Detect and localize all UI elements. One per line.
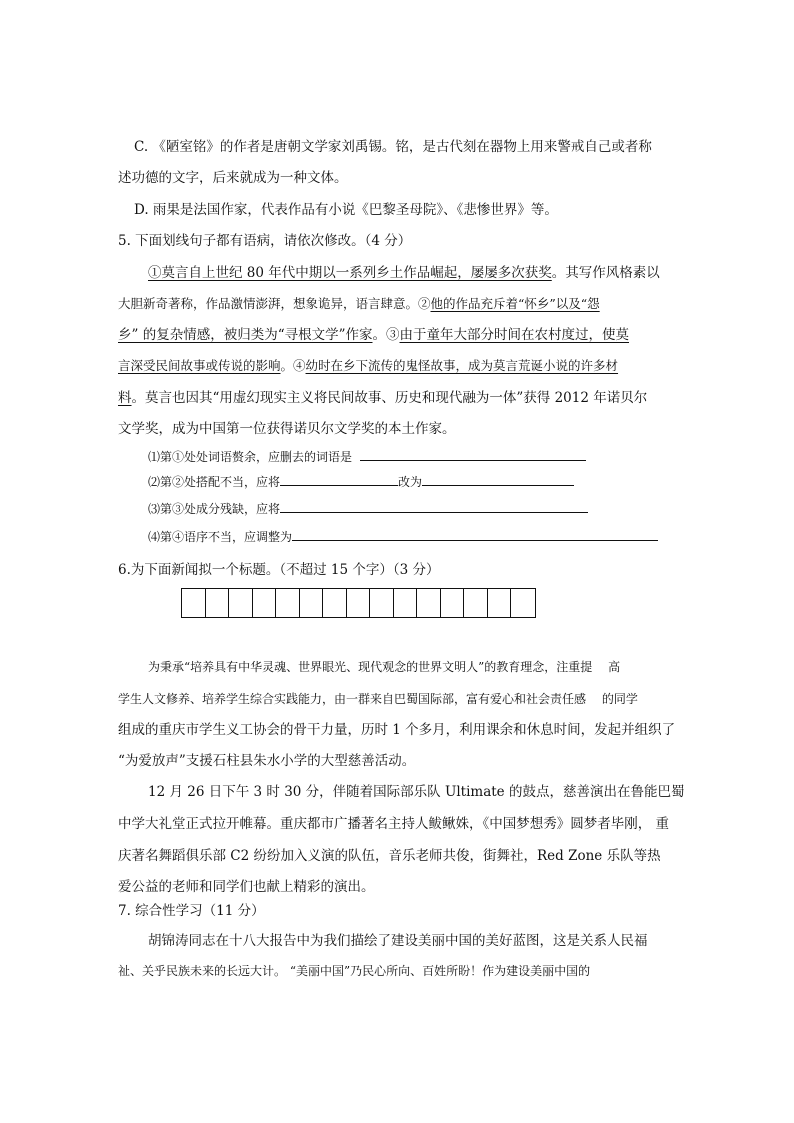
news-line-3: 组成的重庆市学生义工协会的骨干力量，历时 1 个多月，利用课余和休息时间，发起并组织了 [118, 722, 676, 738]
option-c-line-1: C. 《陋室铭》的作者是唐朝文学家刘禹锡。铭，是古代刻在器物上用来警戒自己或者称 [134, 139, 652, 155]
passage-text: 。③ [372, 327, 400, 343]
title-char-box[interactable] [441, 589, 465, 617]
q7-line-1: 胡锦涛同志在十八大报告中为我们描绘了建设美丽中国的美好蓝图，这是关系人民福 [148, 933, 648, 949]
q5-passage-line-5 [118, 389, 647, 407]
q5-passage-line-2 [118, 295, 600, 313]
news-line-5: 12 月 26 日下午 3 时 30 分，伴随着国际部乐队 Ultimate 的鼓点，慈善演出在鲁能巴蜀 [148, 784, 685, 800]
sub-question-text: ⑴第①处处词语赘余，应删去的词语是 [148, 450, 353, 464]
title-char-box[interactable] [511, 589, 535, 617]
title-char-box[interactable] [182, 589, 206, 617]
passage-text: 。④ [280, 358, 306, 373]
q5-passage-line-4 [118, 357, 618, 375]
underlined-sentence-1: ①莫言自上世纪 80 年代中期以一系列乡土作品崛起，屡屡多次获奖 [148, 265, 552, 281]
news-line-2: 学生人文修养、培养学生综合实践能力，由一群来自巴蜀国际部，富有爱心和社会责任感 的同学 [118, 692, 638, 706]
option-d: D. 雨果是法国作家，代表作品有小说《巴黎圣母院》、《悲惨世界》等。 [134, 202, 558, 218]
q5-passage-line-1 [148, 264, 660, 282]
underlined-sentence-2-cont: 乡” 的复杂情感，被归类为“寻根文学”作家 [118, 327, 373, 343]
q5-passage-line-3 [118, 326, 629, 344]
q5-sub-4 [148, 528, 658, 546]
underlined-sentence-3-cont: 言深受民间故事或传说的影响 [118, 358, 281, 373]
answer-blank-3[interactable] [280, 500, 588, 513]
q5-passage-line-6: 文学奖，成为中国第一位获得诺贝尔文学奖的本土作家。 [118, 421, 456, 437]
passage-text: 大胆新奇著称，作品激情澎湃，想象诡异，语言肆意。② [118, 296, 431, 311]
sub-question-text: ⑷第④语序不当，应调整为 [148, 530, 293, 544]
title-answer-boxes [181, 588, 536, 618]
q7-heading: 7. 综合性学习（11 分） [118, 903, 265, 919]
answer-blank-4[interactable] [292, 528, 658, 541]
underlined-sentence-4-cont: 料 [118, 390, 132, 406]
answer-blank-2b[interactable] [422, 473, 574, 486]
title-char-box[interactable] [394, 589, 418, 617]
q6-heading: 6.为下面新闻拟一个标题。（不超过 15 个字）（3 分） [118, 562, 440, 578]
title-char-box[interactable] [464, 589, 488, 617]
answer-blank-2a[interactable] [280, 473, 398, 486]
sub-question-text: ⑵第②处搭配不当，应将 [148, 475, 281, 489]
passage-text: 。其写作风格素以 [551, 265, 660, 281]
title-char-box[interactable] [276, 589, 300, 617]
underlined-sentence-4: 幼时在乡下流传的鬼怪故事，成为莫言荒诞小说的许多材 [305, 358, 619, 373]
news-line-6: 中学大礼堂正式拉开帷幕。重庆都市广播著名主持人鲅鳅姝，《中国梦想秀》圆梦者毕刚， 重 [118, 816, 670, 832]
passage-text: 。莫言也因其“用虚幻现实主义将民间故事、历史和现代融为一体”获得 2012 年诺贝尔 [131, 390, 648, 406]
news-line-7: 庆著名舞蹈俱乐部 C2 纷纷加入义演的队伍，音乐老师共俊，街舞社，Red Zone 乐队等热 [118, 848, 661, 864]
sub-question-text: 改为 [398, 475, 423, 489]
title-char-box[interactable] [229, 589, 253, 617]
news-line-4: “为爱放声”支援石柱县朱水小学的大型慈善活动。 [118, 753, 416, 769]
title-char-box[interactable] [300, 589, 324, 617]
q5-heading: 5. 下面划线句子都有语病，请依次修改。（4 分） [118, 233, 412, 249]
title-char-box[interactable] [206, 589, 230, 617]
sub-question-text: ⑶第③处成分残缺，应将 [148, 502, 281, 516]
underlined-sentence-2: 他的作品充斥着“怀乡”以及“怨 [430, 296, 600, 311]
title-char-box[interactable] [370, 589, 394, 617]
q5-sub-1 [148, 448, 586, 466]
title-char-box[interactable] [488, 589, 512, 617]
option-c-line-2: 述功德的文字，后来就成为一种文体。 [118, 170, 348, 186]
underlined-sentence-3: 由于童年大部分时间在农村度过，使莫 [399, 327, 629, 343]
answer-blank-1[interactable] [360, 448, 586, 461]
q5-sub-3 [148, 500, 588, 518]
title-char-box[interactable] [347, 589, 371, 617]
title-char-box[interactable] [323, 589, 347, 617]
news-line-1: 为秉承“培养具有中华灵魂、世界眼光、现代观念的世界文明人”的教育理念，注重提 高 [148, 660, 621, 674]
q5-sub-2 [148, 473, 574, 491]
q7-line-2: 祉、关乎民族未来的长远大计。 “美丽中国”乃民心所向、百姓所盼！作为建设美丽中国的 [118, 964, 591, 978]
title-char-box[interactable] [253, 589, 277, 617]
news-line-8: 爱公益的老师和同学们也献上精彩的演出。 [118, 879, 375, 895]
title-char-box[interactable] [417, 589, 441, 617]
